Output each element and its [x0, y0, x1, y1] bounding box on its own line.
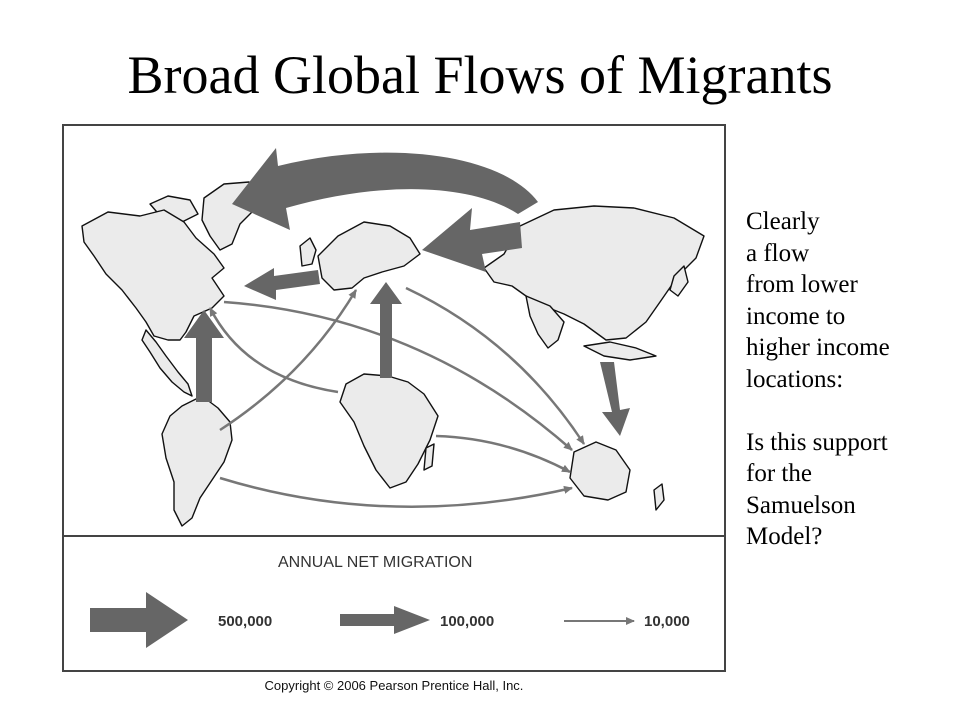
- south-america-landmass: [162, 396, 232, 526]
- side-note-line: from lower: [746, 271, 858, 298]
- side-note-line: income to: [746, 302, 846, 330]
- legend-arrow-100000: [340, 606, 430, 634]
- new-zealand-landmass: [654, 484, 664, 510]
- flow-europe-to-north-america: [244, 268, 320, 300]
- side-note-line: Model?: [746, 523, 823, 550]
- africa-landmass: [340, 374, 438, 488]
- side-note-line: Clearly: [746, 208, 820, 235]
- legend-label-10000: 10,000: [644, 613, 690, 630]
- flow-asia-to-north-america: [232, 148, 538, 230]
- indonesia-landmass: [584, 342, 656, 360]
- side-note-line: for the: [746, 460, 812, 487]
- australia-landmass: [570, 442, 630, 500]
- side-note-line: Is this support: [746, 428, 888, 456]
- legend-label-500000: 500,000: [218, 613, 273, 630]
- legend-arrow-500000: [90, 592, 188, 648]
- flow-africa-to-north-america: [210, 308, 338, 392]
- side-note: [746, 206, 956, 553]
- madagascar-landmass: [424, 444, 434, 470]
- side-note-line: higher income: [746, 334, 890, 361]
- legend-label-100000: 100,000: [440, 613, 495, 630]
- flow-africa-to-europe: [370, 282, 402, 378]
- side-note-line: Samuelson: [746, 491, 856, 519]
- world-map: [64, 126, 724, 670]
- migration-figure: [62, 124, 726, 672]
- flow-africa-to-australia: [436, 436, 570, 472]
- slide-title: Broad Global Flows of Migrants: [127, 45, 833, 105]
- flow-asia-to-australia: [600, 362, 630, 436]
- copyright-notice: Copyright © 2006 Pearson Prentice Hall, Inc.: [264, 678, 524, 693]
- side-note-line: locations:: [746, 365, 844, 393]
- legend-title: ANNUAL NET MIGRATION: [278, 554, 473, 571]
- side-note-line: [746, 395, 956, 427]
- side-note-line: a flow: [746, 239, 810, 267]
- europe-landmass: [318, 222, 420, 290]
- british-isles-landmass: [300, 238, 316, 266]
